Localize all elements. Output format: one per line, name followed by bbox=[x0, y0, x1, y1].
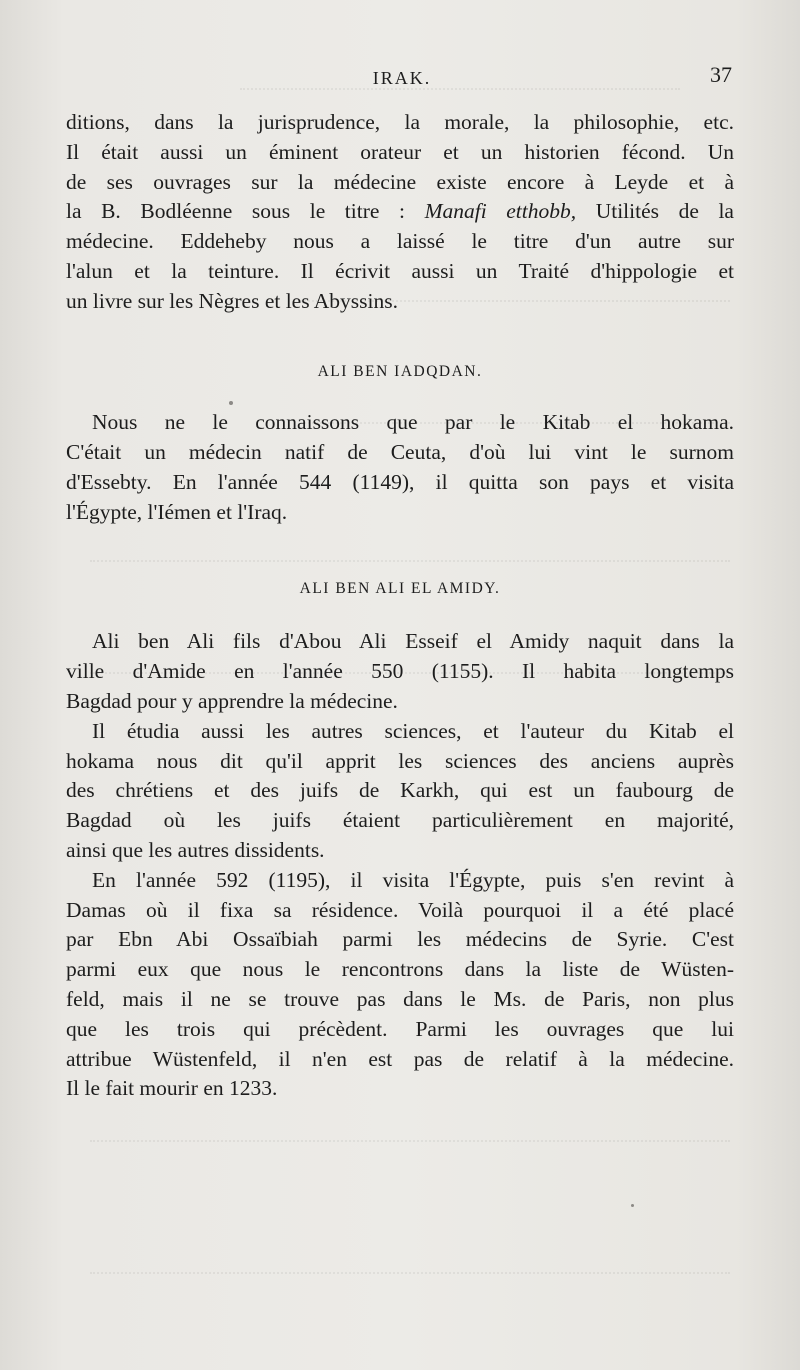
text-line: C'était un médecin natif de Ceuta, d'où lui vint le surnom bbox=[66, 440, 734, 465]
text-line: Ali ben Ali fils d'Abou Ali Esseif el Amidy naquit dans la bbox=[92, 629, 734, 654]
text-line: Il le fait mourir en 1233. bbox=[66, 1076, 278, 1101]
text-line: l'Égypte, l'Iémen et l'Iraq. bbox=[66, 499, 288, 524]
text-line: des chrétiens et des juifs de Karkh, qui est un faubourg de bbox=[66, 778, 734, 803]
text-line: Il étudia aussi les autres sciences, et l'auteur du Kitab el bbox=[92, 718, 734, 743]
text-line: Bagdad où les juifs étaient particulièrement en majorité, bbox=[66, 808, 734, 833]
text-line: Bagdad pour y apprendre la médecine. bbox=[66, 688, 398, 713]
section-heading: ALI BEN IADQDAN. bbox=[317, 362, 483, 380]
section-heading: ALI BEN ALI EL AMIDY. bbox=[299, 579, 501, 597]
text-fragment: la B. Bodléenne bbox=[66, 199, 233, 224]
text-line: Nous ne le connaissons que par le Kitab el hokama. bbox=[92, 410, 734, 435]
text-line-mixed bbox=[66, 197, 734, 227]
text-line: d'Essebty. En l'année 544 (1149), il quitta son pays et visita bbox=[66, 469, 734, 494]
text-line: En l'année 592 (1195), il visita l'Égypte, puis s'en revint à bbox=[92, 867, 734, 892]
text-line: parmi eux que nous le rencontrons dans la liste de Wüsten- bbox=[66, 957, 734, 982]
text-line: ditions, dans la jurisprudence, la morale, la philosophie, etc. bbox=[66, 110, 734, 134]
show-through-block bbox=[90, 1140, 730, 1274]
text-line: feld, mais il ne se trouve pas dans le Ms. de Paris, non plus bbox=[66, 986, 734, 1011]
text-fragment: Utilités de la bbox=[595, 199, 734, 224]
text-line: de ses ouvrages sur la médecine existe encore à Leyde et à bbox=[66, 169, 734, 194]
text-line: ainsi que les autres dissidents. bbox=[66, 837, 325, 862]
paragraph-continuation bbox=[66, 108, 734, 317]
text-line: attribue Wüstenfeld, il n'en est pas de relatif à la médecine. bbox=[66, 1046, 734, 1071]
ink-speck bbox=[631, 1204, 634, 1207]
running-title: IRAK. bbox=[372, 68, 432, 88]
page-body bbox=[66, 108, 734, 1104]
text-line: hokama nous dit qu'il apprit les sciences des anciens auprès bbox=[66, 748, 734, 773]
page-number: 37 bbox=[710, 62, 732, 87]
text-line: par Ebn Abi Ossaïbiah parmi les médecins de Syrie. C'est bbox=[66, 927, 734, 952]
text-line: Il était aussi un éminent orateur et un historien fécond. Un bbox=[66, 139, 734, 164]
section-paragraph bbox=[66, 627, 734, 1104]
section-paragraph bbox=[66, 408, 734, 527]
text-line: Damas où il fixa sa résidence. Voilà pourquoi il a été placé bbox=[66, 897, 734, 922]
text-line: un livre sur les Nègres et les Abyssins. bbox=[66, 288, 399, 313]
page-header bbox=[68, 62, 736, 92]
book-title-italic: Manafi etthobb, bbox=[424, 199, 577, 224]
text-line: ville d'Amide en l'année 550 (1155). Il habita longtemps bbox=[66, 659, 734, 684]
text-line: l'alun et la teinture. Il écrivit aussi un Traité d'hippologie et bbox=[66, 258, 734, 283]
text-fragment: sous le titre : bbox=[251, 199, 405, 224]
text-line: médecine. Eddeheby nous a laissé le titre d'un autre sur bbox=[66, 229, 734, 254]
text-line: que les trois qui précèdent. Parmi les ouvrages que lui bbox=[66, 1016, 734, 1041]
